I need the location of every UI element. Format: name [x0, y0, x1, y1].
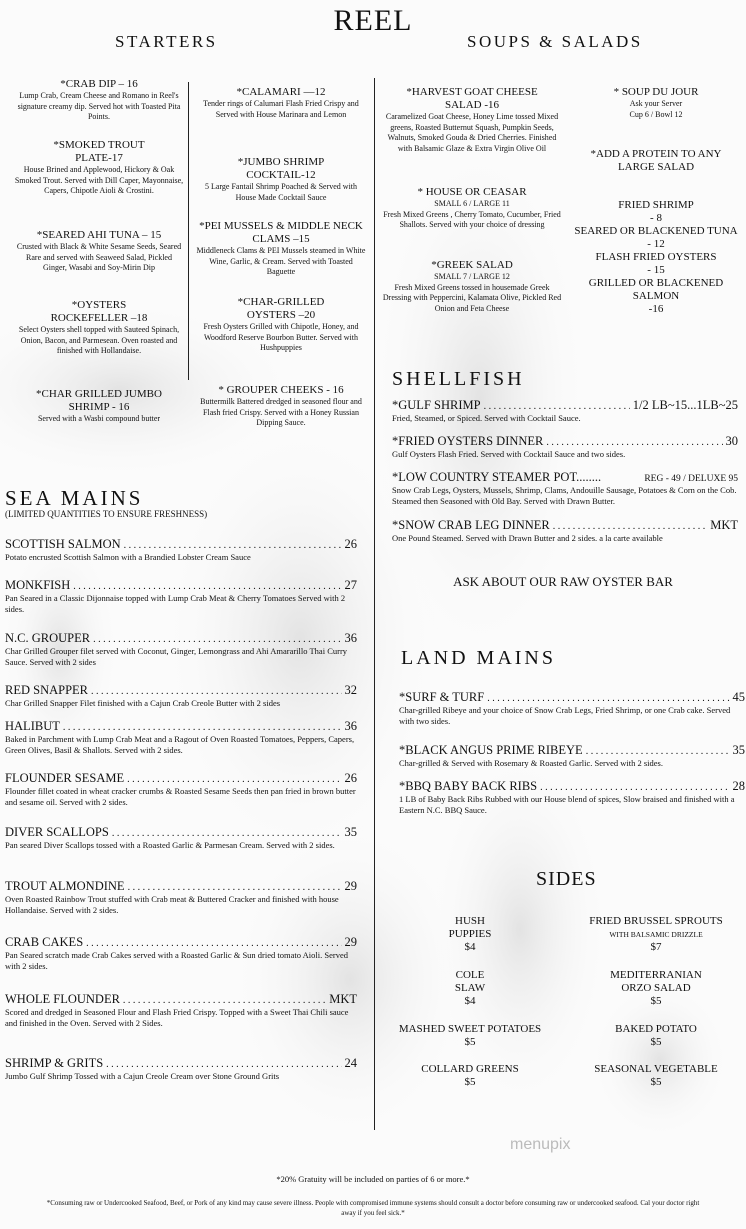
protein-name: FRIED SHRIMP [618, 199, 694, 211]
item-name: RED SNAPPER [5, 683, 89, 697]
salad-item [380, 86, 564, 154]
item-name: DIVER SCALLOPS [5, 825, 109, 839]
item-desc: Select Oysters shell topped with Sauteed Spinach, Onion, Bacon, and Parmesean. Oven roasted and finished with Hollandaise. [18, 325, 180, 355]
item-desc: Oven Roasted Rainbow Trout stuffed with Crab meat & Buttered Cracker and finished with house Hollandaise. Served with 2 sides. [5, 894, 339, 915]
protein-price: - 12 [647, 238, 665, 250]
item-name: *ADD A PROTEIN TO ANY LARGE SALAD [590, 148, 722, 173]
protein-list [566, 199, 746, 316]
item-desc: Pan Seared in a Classic Dijonnaise topped with Lump Crab Meat & Cherry Tomatoes Served with 2 sides. [5, 593, 346, 614]
sea-subheading: (LIMITED QUANTITIES TO ENSURE FRESHNESS) [5, 509, 208, 519]
shellfish-item [392, 398, 738, 424]
item-name: CRAB CAKES [5, 935, 84, 949]
protein-price: - 8 [650, 212, 662, 224]
item-price: MKT [329, 992, 357, 1006]
item-desc: Fresh Oysters Grilled with Chipotle, Honey, and Woodford Reserve Bourbon Butter. Served with Hushpuppies [203, 322, 359, 352]
land-heading: LAND MAINS [401, 647, 556, 669]
starters-item [14, 139, 184, 197]
item-name: *LOW COUNTRY STEAMER POT........ [392, 470, 602, 484]
item-desc: Caramelized Goat Cheese, Honey Lime tossed Mixed greens, Roasted Butternut Squash, Pumpkin Seeds, Walnuts, Smoked Gouda & Dried Cherries. Finished with Balsamic Glaze & Extra Virgin Olive Oil [385, 112, 559, 153]
item-name: * GROUPER CHEEKS - 16 [218, 384, 344, 396]
item-price: 35 [732, 743, 745, 757]
side-item [384, 1063, 556, 1089]
side-name: MASHED SWEET POTATOES [398, 1023, 542, 1035]
item-price: 45 [732, 690, 745, 704]
divider-starters [188, 82, 189, 380]
item-price: 30 [725, 434, 738, 448]
item-name: *JUMBO SHRIMP COCKTAIL-12 [237, 156, 325, 181]
side-item [415, 969, 525, 1008]
item-price: 1/2 LB~15...1LB~25 [632, 398, 738, 412]
item-price: MKT [710, 518, 738, 532]
watermark: menupix [510, 1136, 571, 1153]
item-name: *GULF SHRIMP [392, 398, 481, 412]
side-price: $4 [464, 995, 476, 1007]
protein-price: -16 [648, 303, 664, 315]
item-price: 27 [344, 578, 357, 592]
shellfish-item [392, 518, 738, 544]
salad-item [380, 186, 564, 231]
soups-heading: SOUPS & SALADS [467, 32, 643, 51]
item-name: *CRAB DIP – 16 [60, 78, 138, 90]
starters-item [14, 229, 184, 274]
item-desc: Snow Crab Legs, Oysters, Mussels, Shrimp, Clams, Andouille Sausage, Potatoes & Corn on the Cob. Steamed then Seasoned with Old Bay. Served with Drawn Butter. [392, 485, 737, 506]
side-item [582, 915, 730, 954]
item-desc: Potato encrusted Scottish Salmon with a Brandied Lobster Cream Sauce [5, 552, 251, 562]
item-desc: Fresh Mixed Greens , Cherry Tomato, Cucumber, Fried Shallots. Served with your choice of dressing [383, 209, 561, 229]
item-price: 36 [344, 631, 357, 645]
item-name: *GREEK SALAD [431, 259, 513, 271]
salad-item [380, 259, 564, 314]
raw-bar-note: ASK ABOUT OUR RAW OYSTER BAR [453, 574, 673, 589]
item-name: N.C. GROUPER [5, 631, 91, 645]
item-name: FLOUNDER SESAME [5, 771, 125, 785]
item-desc: Middleneck Clams & PEI Mussels steamed in White Wine, Garlic, & Cream. Served with Toasted Baguette [196, 246, 366, 276]
starters-item [194, 296, 368, 354]
item-desc: Fried, Steamed, or Spiced. Served with Cocktail Sauce. [392, 413, 581, 423]
item-name: *SMOKED TROUT PLATE-17 [53, 139, 145, 164]
protein-name: GRILLED OR BLACKENED SALMON [588, 277, 724, 302]
side-name: MEDITERRANIAN ORZO SALAD [610, 969, 702, 994]
shellfish-item [392, 470, 738, 507]
side-item [582, 969, 730, 1008]
item-desc: Ask your Server [629, 99, 683, 108]
land-item [399, 743, 745, 769]
side-name: HUSH PUPPIES [448, 915, 492, 940]
shellfish-item [392, 434, 738, 460]
item-name: *FRIED OYSTERS DINNER [392, 434, 544, 448]
item-desc: Crusted with Black & White Sesame Seeds, Seared Rare and served with Seaweed Salad, Pickled Ginger, Wasabi and Soy-Mirin Dip [16, 242, 182, 272]
item-desc: 5 Large Fantail Shrimp Poached & Served with House Made Cocktail Sauce [204, 182, 358, 202]
item-name: *CALAMARI —12 [236, 86, 326, 98]
divider-main [374, 78, 375, 1130]
side-price: $5 [650, 1076, 662, 1088]
item-desc: Scored and dredged in Seasoned Flour and Flash Fried Crispy. Topped with a Sweet Thai Chili sauce and finished in the Oven. Served with 2 Sides. [5, 1007, 349, 1028]
side-price: $5 [650, 995, 662, 1007]
item-name: *CHAR GRILLED JUMBO SHRIMP - 16 [36, 388, 162, 413]
item-name: *BBQ BABY BACK RIBS [399, 779, 538, 793]
item-name: *OYSTERS ROCKEFELLER –18 [50, 299, 148, 324]
sea-item [5, 935, 357, 972]
item-price: 29 [344, 879, 357, 893]
side-name: FRIED BRUSSEL SPROUTS [589, 915, 723, 927]
item-sub: SMALL 6 / LARGE 11 [434, 199, 510, 208]
land-item [399, 690, 745, 727]
item-name: *PEI MUSSELS & MIDDLE NECK CLAMS –15 [199, 220, 363, 245]
sea-item [5, 683, 357, 709]
item-desc: 1 LB of Baby Back Ribs Rubbed with our House blend of spices, Slow braised and finished with a Eastern N.C. BBQ Sauce. [399, 794, 735, 815]
side-item [384, 1023, 556, 1049]
item-name: SHRIMP & GRITS [5, 1056, 104, 1070]
item-desc: Tender rings of Calumari Flash Fried Crispy and Served with House Marinara and Lemon [203, 99, 359, 119]
item-desc: Gulf Oysters Flash Fried. Served with Cocktail Sauce and two sides. [392, 449, 626, 459]
starters-item [14, 299, 184, 357]
item-name: WHOLE FLOUNDER [5, 992, 120, 1006]
protein-name: FLASH FRIED OYSTERS [595, 251, 717, 263]
side-name: COLE SLAW [454, 969, 486, 994]
item-price: 26 [344, 771, 357, 785]
item-desc: Baked in Parchment with Lump Crab Meat and a Ragout of Oven Roasted Tomatoes, Peppers, Capers, Green Olives, Basil & Shallots. Served with 2 sides. [5, 734, 355, 755]
item-name: TROUT ALMONDINE [5, 879, 125, 893]
side-item [582, 1023, 730, 1049]
sea-heading: SEA MAINS [5, 486, 144, 510]
item-desc: Fresh Mixed Greens tossed in housemade Greek Dressing with Peppercini, Kalamata Olive, Pickled Red Onion and Feta Cheese [382, 282, 562, 313]
item-name: *HARVEST GOAT CHEESE SALAD -16 [406, 86, 538, 111]
disclaimer: *Consuming raw or Undercooked Seafood, Beef, or Pork of any kind may cause severe illness. People with compromised immune systems should consult a doctor before consuming raw or undercooked seafood. Cal your doctor right away if you feel sick.* [46, 1199, 700, 1217]
item-desc: One Pound Steamed. Served with Drawn Butter and 2 sides. a la carte available [392, 533, 663, 543]
side-price: $7 [650, 941, 662, 953]
starters-item [14, 78, 184, 123]
item-desc: Jumbo Gulf Shrimp Tossed with a Cajun Creole Cream over Stone Ground Grits [5, 1071, 280, 1081]
sea-item [5, 537, 357, 563]
item-sub: SMALL 7 / LARGE 12 [434, 272, 510, 281]
item-desc: Cup 6 / Bowl 12 [629, 109, 683, 119]
side-price: $5 [464, 1076, 476, 1088]
protein-title [580, 148, 732, 174]
item-price: 28 [732, 779, 745, 793]
side-item [582, 1063, 730, 1089]
item-price: 24 [344, 1056, 357, 1070]
item-price: 36 [344, 719, 357, 733]
side-name: SEASONAL VEGETABLE [594, 1063, 718, 1075]
item-name: *SEARED AHI TUNA – 15 [36, 229, 162, 241]
starters-item [194, 220, 368, 278]
item-desc: Buttermilk Battered dredged in seasoned flour and Flash fried Crispy. Served with a Honey Russian Dipping Sauce. [200, 397, 362, 427]
item-name: * HOUSE OR CEASAR [417, 186, 527, 198]
starters-heading: STARTERS [115, 32, 218, 51]
item-price: 35 [344, 825, 357, 839]
gratuity-note: *20% Gratuity will be included on parties of 6 or more.* [276, 1174, 470, 1184]
item-price: 29 [344, 935, 357, 949]
item-price: 32 [344, 683, 357, 697]
starters-item [194, 86, 368, 120]
sea-item [5, 631, 357, 668]
item-desc: Pan seared Diver Scallops tossed with a Roasted Garlic & Parmesan Cream. Served with 2 sides. [5, 840, 335, 850]
sea-item [5, 879, 357, 916]
sea-item [5, 719, 357, 756]
sea-item [5, 578, 357, 615]
item-desc: Pan Seared scratch made Crab Cakes served with a Roasted Garlic & Sun dried tomato Aioli. Served with 2 sides. [5, 950, 348, 971]
sea-item [5, 771, 357, 808]
item-name: *SURF & TURF [399, 690, 485, 704]
restaurant-title: REEL [333, 4, 413, 37]
item-price: REG - 49 / DELUXE 95 [644, 474, 738, 484]
item-price: 26 [344, 537, 357, 551]
item-name: HALIBUT [5, 719, 60, 733]
item-desc: Char Grilled Snapper Filet finished with a Cajun Crab Creole Butter with 2 sides [5, 698, 281, 708]
protein-name: SEARED OR BLACKENED TUNA [574, 225, 738, 237]
side-item [415, 915, 525, 954]
side-name: BAKED POTATO [615, 1023, 697, 1035]
item-name: *CHAR-GRILLED OYSTERS –20 [237, 296, 325, 321]
shellfish-heading: SHELLFISH [392, 368, 525, 390]
starters-item [14, 388, 184, 425]
sides-heading: SIDES [536, 868, 597, 890]
protein-price: - 15 [647, 264, 665, 276]
starters-item [194, 384, 368, 429]
item-desc: Flounder fillet coated in wheat cracker crumbs & Roasted Sesame Seeds then pan fried in brown butter and sesame oil. Served with 2 sides. [5, 786, 356, 807]
side-price: $4 [464, 941, 476, 953]
soup-du-jour [566, 86, 746, 120]
item-name: MONKFISH [5, 578, 71, 592]
sea-item [5, 825, 357, 851]
sea-item [5, 992, 357, 1029]
item-desc: Char-grilled & Served with Rosemary & Roasted Garlic. Served with 2 sides. [399, 758, 663, 768]
starters-item [194, 156, 368, 203]
item-name: * SOUP DU JOUR [613, 86, 699, 98]
item-desc: Served with a Wasbi compound butter [37, 414, 161, 423]
sea-item [5, 1056, 357, 1082]
side-sub: WITH BALSAMIC DRIZZLE [609, 930, 703, 939]
item-name: SCOTTISH SALMON [5, 537, 121, 551]
item-name: *SNOW CRAB LEG DINNER [392, 518, 550, 532]
side-price: $5 [650, 1036, 662, 1048]
item-name: *BLACK ANGUS PRIME RIBEYE [399, 743, 583, 757]
item-desc: House Brined and Applewood, Hickory & Oak Smoked Trout. Served with Dill Caper, Mayonnaise, Capers, Chipotle Aioli & Crostini. [14, 165, 184, 195]
item-desc: Char-grilled Ribeye and your choice of Snow Crab Legs, Fried Shrimp, or one Crab cake. Served with two sides. [399, 705, 731, 726]
side-price: $5 [464, 1036, 476, 1048]
side-name: COLLARD GREENS [421, 1063, 519, 1075]
item-desc: Char Grilled Grouper filet served with Coconut, Ginger, Lemongrass and Ahi Amararillo Thai Curry Sauce. Served with 2 sides [5, 646, 348, 667]
item-desc: Lump Crab, Cream Cheese and Romano in Reel's signature creamy dip. Served hot with Toasted Pita Points. [17, 91, 181, 121]
land-item [399, 779, 745, 816]
